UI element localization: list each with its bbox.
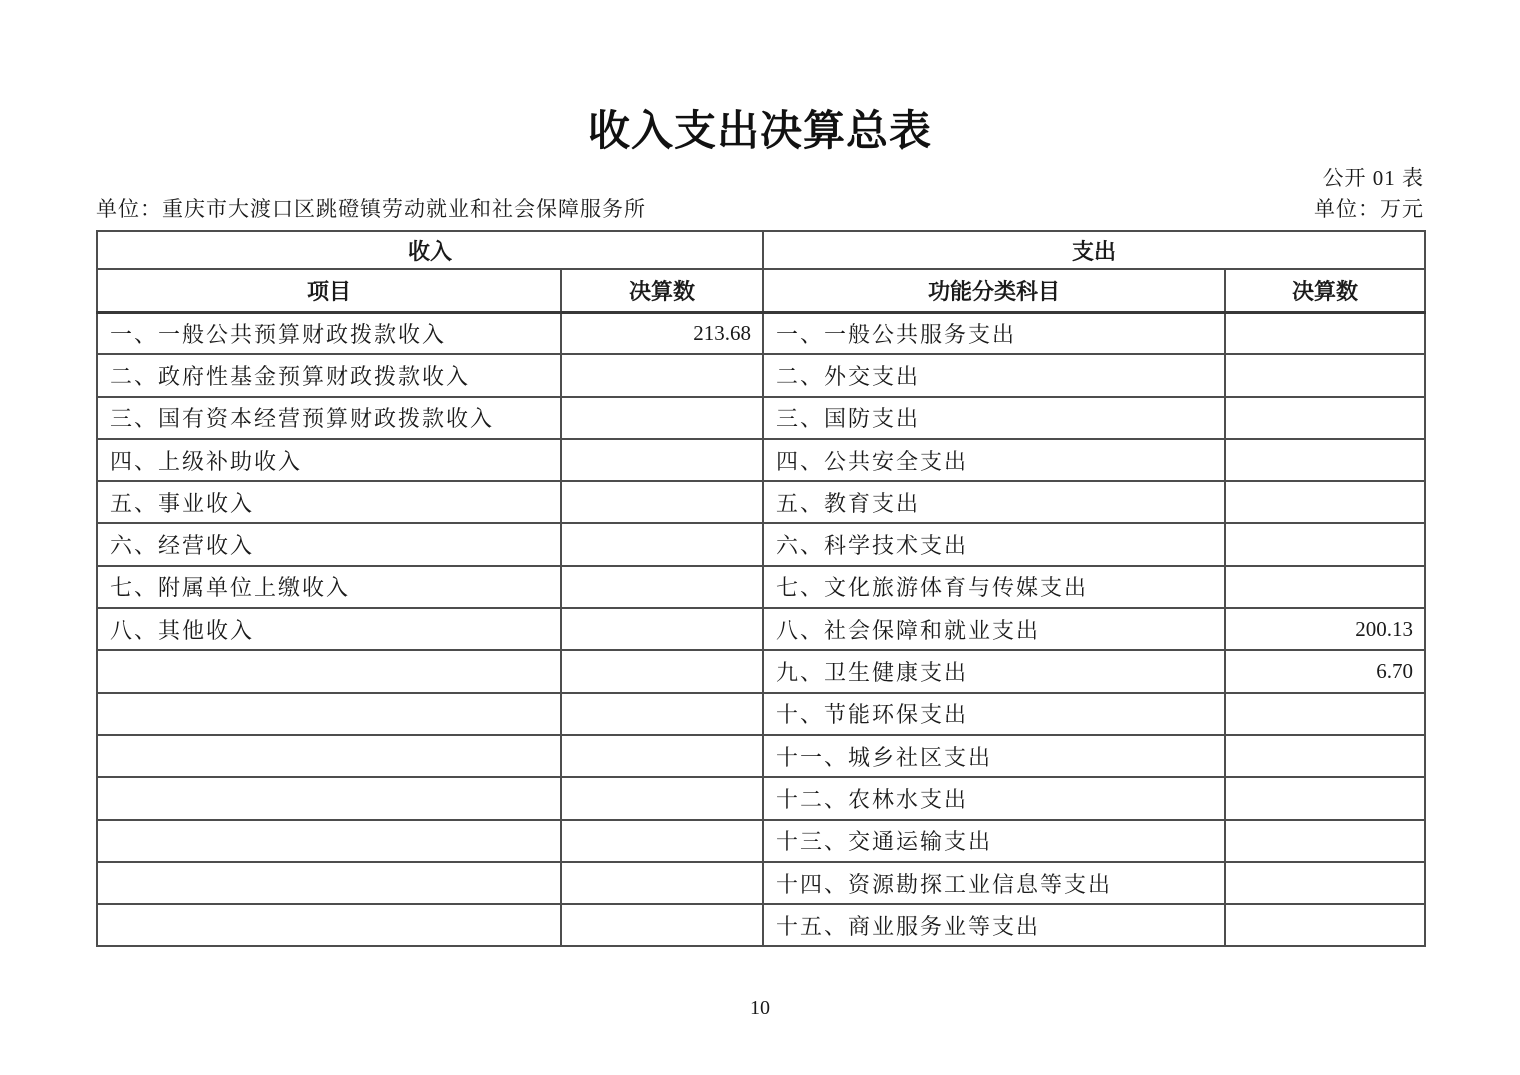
page-title: 收入支出决算总表 [587, 107, 932, 154]
expense-item-cell: 十四、资源勘探工业信息等支出 [763, 862, 1225, 904]
income-amount-cell [561, 481, 763, 523]
income-item-cell: 一、一般公共预算财政拨款收入 [97, 312, 561, 354]
expense-item-cell: 四、公共安全支出 [763, 439, 1225, 481]
table-row [97, 904, 1425, 946]
income-item-cell: 三、国有资本经营预算财政拨款收入 [97, 397, 561, 439]
column-header-row [97, 269, 1425, 312]
table-row [97, 481, 1425, 523]
unit-of-measure: 单位：万元 [1314, 197, 1424, 221]
expense-item-cell: 二、外交支出 [763, 354, 1225, 396]
income-item-cell: 七、附属单位上缴收入 [97, 566, 561, 608]
income-item-cell: 五、事业收入 [97, 481, 561, 523]
expense-item-cell: 十三、交通运输支出 [763, 820, 1225, 862]
expense-item-cell: 十一、城乡社区支出 [763, 735, 1225, 777]
expense-amount-cell [1225, 312, 1425, 354]
summary-table [96, 230, 1426, 947]
expense-amount-cell [1225, 862, 1425, 904]
income-amount-cell [561, 693, 763, 735]
expense-amount-cell [1225, 777, 1425, 819]
table-row [97, 312, 1425, 354]
expense-item-cell: 十五、商业服务业等支出 [763, 904, 1225, 946]
expense-item-cell: 九、卫生健康支出 [763, 650, 1225, 692]
expense-amount-cell [1225, 820, 1425, 862]
expense-item-cell: 一、一般公共服务支出 [763, 312, 1225, 354]
expense-amount-cell [1225, 566, 1425, 608]
expense-item-cell: 三、国防支出 [763, 397, 1225, 439]
income-item-column-header: 项目 [97, 269, 561, 312]
income-amount-cell [561, 777, 763, 819]
income-item-cell: 六、经营收入 [97, 523, 561, 565]
table-row [97, 608, 1425, 650]
table-row [97, 650, 1425, 692]
table-row [97, 820, 1425, 862]
income-section-header: 收入 [97, 231, 763, 269]
expense-amount-cell: 200.13 [1225, 608, 1425, 650]
expense-item-cell: 十二、农林水支出 [763, 777, 1225, 819]
expense-item-column-header: 功能分类科目 [763, 269, 1225, 312]
income-item-cell: 四、上级补助收入 [97, 439, 561, 481]
table-body [97, 312, 1425, 946]
expense-item-cell: 八、社会保障和就业支出 [763, 608, 1225, 650]
expense-amount-column-header: 决算数 [1225, 269, 1425, 312]
expense-amount-cell [1225, 523, 1425, 565]
table-row [97, 397, 1425, 439]
expense-item-cell: 七、文化旅游体育与传媒支出 [763, 566, 1225, 608]
income-amount-cell [561, 650, 763, 692]
table-row [97, 777, 1425, 819]
income-amount-cell [561, 820, 763, 862]
income-amount-cell [561, 608, 763, 650]
income-amount-cell [561, 735, 763, 777]
income-amount-cell [561, 862, 763, 904]
expense-amount-cell [1225, 904, 1425, 946]
income-item-cell [97, 650, 561, 692]
table-row [97, 439, 1425, 481]
expense-amount-cell: 6.70 [1225, 650, 1425, 692]
section-header-row [97, 231, 1425, 269]
expense-item-cell: 十、节能环保支出 [763, 693, 1225, 735]
form-number-label: 公开 01 表 [1322, 166, 1424, 190]
expense-amount-cell [1225, 439, 1425, 481]
expense-amount-cell [1225, 735, 1425, 777]
expense-amount-cell [1225, 354, 1425, 396]
income-item-cell [97, 693, 561, 735]
expense-amount-cell [1225, 481, 1425, 523]
expense-amount-cell [1225, 693, 1425, 735]
income-item-cell [97, 777, 561, 819]
expense-section-header: 支出 [763, 231, 1425, 269]
expense-amount-cell [1225, 397, 1425, 439]
income-amount-cell: 213.68 [561, 312, 763, 354]
table-row [97, 354, 1425, 396]
income-item-cell [97, 820, 561, 862]
table-row [97, 735, 1425, 777]
income-amount-cell [561, 566, 763, 608]
income-item-cell: 二、政府性基金预算财政拨款收入 [97, 354, 561, 396]
income-item-cell: 八、其他收入 [97, 608, 561, 650]
page-number: 10 [750, 997, 770, 1019]
income-amount-cell [561, 904, 763, 946]
income-item-cell [97, 904, 561, 946]
table-row [97, 693, 1425, 735]
income-amount-cell [561, 397, 763, 439]
table-row [97, 862, 1425, 904]
income-amount-cell [561, 523, 763, 565]
income-item-cell [97, 862, 561, 904]
income-amount-cell [561, 439, 763, 481]
income-item-cell [97, 735, 561, 777]
table-row [97, 566, 1425, 608]
table-row [97, 523, 1425, 565]
meta-line [96, 193, 1424, 223]
income-amount-cell [561, 354, 763, 396]
unit-name: 单位：重庆市大渡口区跳磴镇劳动就业和社会保障服务所 [96, 197, 646, 221]
expense-item-cell: 五、教育支出 [763, 481, 1225, 523]
expense-item-cell: 六、科学技术支出 [763, 523, 1225, 565]
income-amount-column-header: 决算数 [561, 269, 763, 312]
